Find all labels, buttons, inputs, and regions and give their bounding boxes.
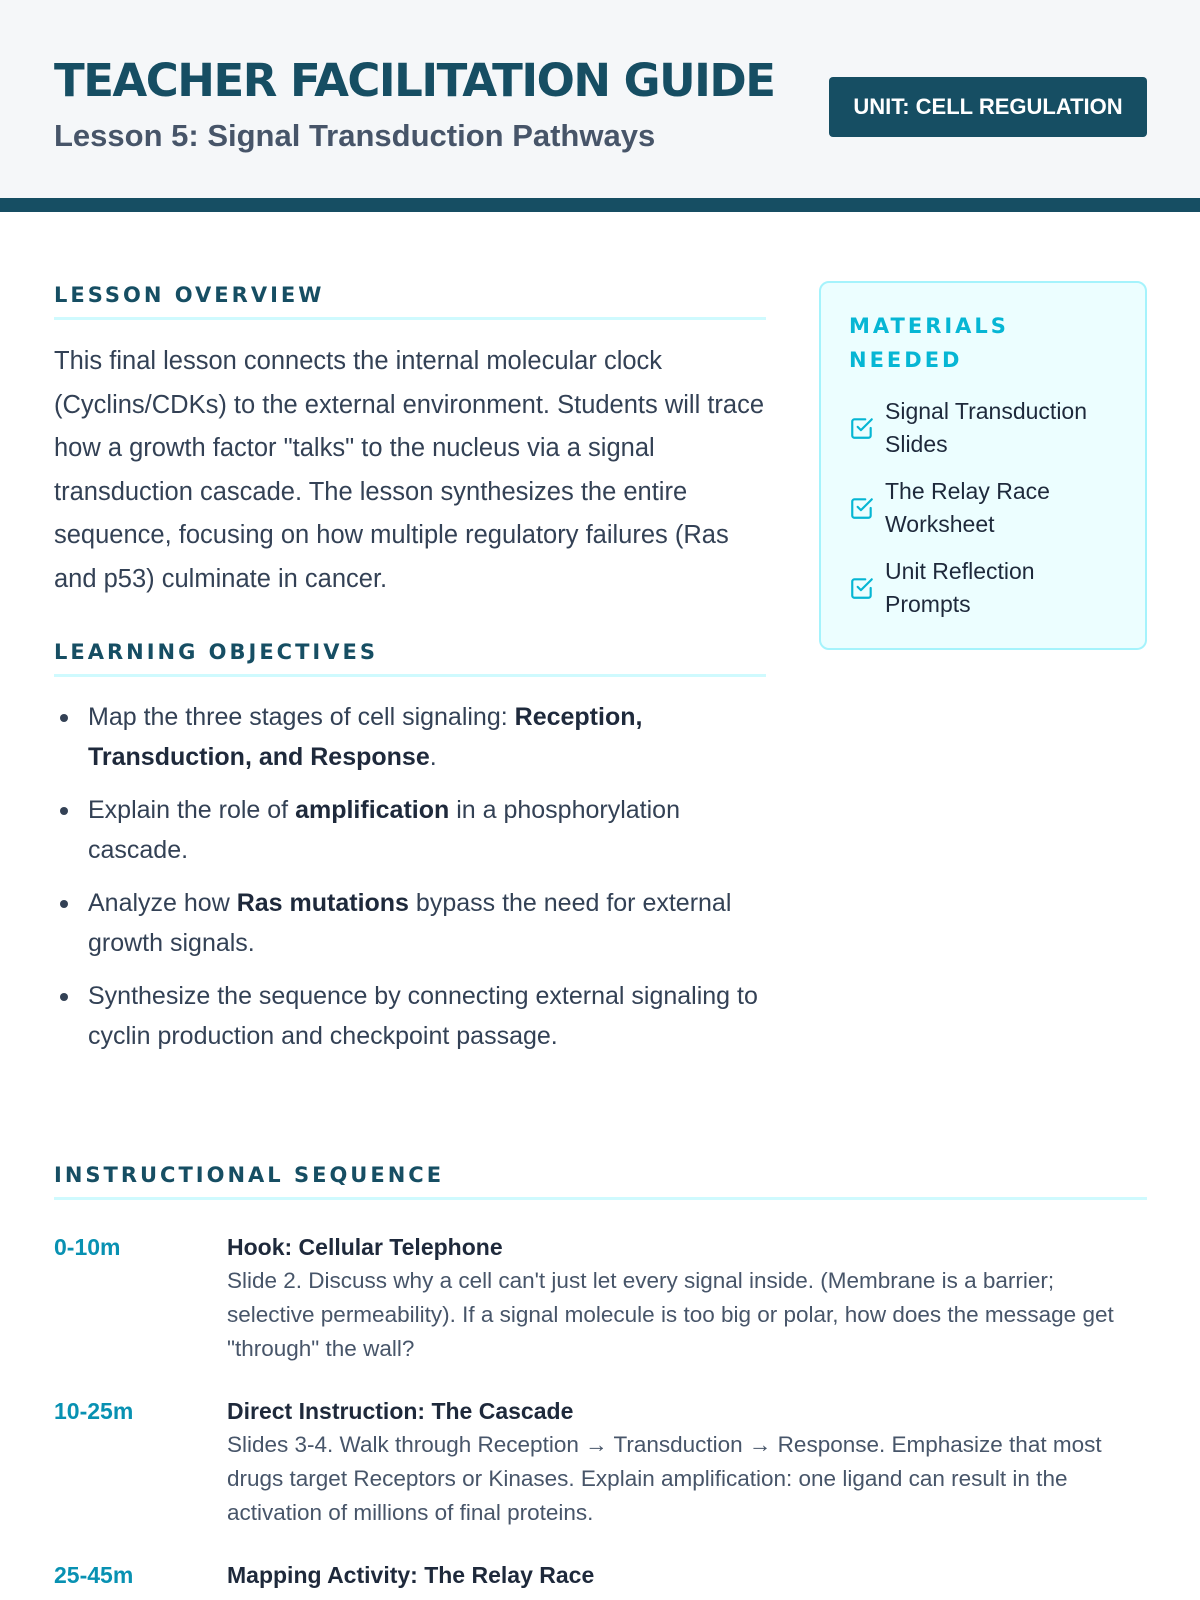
- unit-badge: UNIT: CELL REGULATION: [829, 77, 1147, 137]
- sequence-time: 0-10m: [54, 1234, 121, 1260]
- objective-item: Analyze how Ras mutations bypass the need for external growth signals.: [54, 883, 766, 963]
- sequence-description: Slide 2. Discuss why a cell can't just let every signal inside. (Membrane is a barrier; selective permeability). If a signal molecule is too big or polar, how does the message get "through" the wall?: [227, 1268, 1114, 1361]
- sequence-time: 25-45m: [54, 1562, 134, 1588]
- page-title: TEACHER FACILITATION GUIDE: [54, 54, 775, 107]
- objective-item: Map the three stages of cell signaling: Reception, Transduction, and Response.: [54, 697, 766, 777]
- material-label: Signal Transduction Slides: [885, 398, 1088, 457]
- objective-item: Explain the role of amplification in a phosphorylation cascade.: [54, 790, 766, 870]
- lesson-overview-heading: LESSON OVERVIEW: [54, 283, 766, 320]
- learning-objectives-section: [54, 640, 766, 1069]
- materials-panel: [819, 281, 1147, 650]
- materials-heading: MATERIALS NEEDED: [849, 314, 1009, 372]
- objective-item: Synthesize the sequence by connecting external signaling to cyclin production and checkpoint passage.: [54, 976, 766, 1056]
- sequence-title: Direct Instruction: The Cascade: [227, 1398, 574, 1424]
- materials-list: [849, 395, 1119, 621]
- sequence-description: Slides 3-4. Walk through Reception → Transduction → Response. Emphasize that most drugs target Receptors or Kinases. Explain amplification: one ligand can result in the activation of millions of final proteins.: [227, 1432, 1102, 1525]
- sequence-title: Mapping Activity: The Relay Race: [227, 1562, 595, 1588]
- instructional-sequence-heading: INSTRUCTIONAL SEQUENCE: [54, 1163, 1147, 1200]
- lesson-overview-section: [54, 283, 766, 601]
- sequence-item: [54, 1558, 1147, 1592]
- objectives-list: [54, 697, 766, 1056]
- checkbox-checked-icon: [849, 495, 875, 521]
- sequence-item: [54, 1230, 1147, 1366]
- checkbox-checked-icon: [849, 415, 875, 441]
- instructional-sequence-section: [54, 1163, 1147, 1592]
- learning-objectives-heading: LEARNING OBJECTIVES: [54, 640, 766, 677]
- page-header: [0, 0, 1200, 212]
- material-item: [849, 555, 1119, 621]
- sequence-title: Hook: Cellular Telephone: [227, 1234, 503, 1260]
- material-label: The Relay Race Worksheet: [885, 478, 1050, 537]
- lesson-subtitle: Lesson 5: Signal Transduction Pathways: [54, 118, 656, 153]
- sequence-item: [54, 1394, 1147, 1530]
- material-label: Unit Reflection Prompts: [885, 558, 1035, 617]
- lesson-overview-text: This final lesson connects the internal molecular clock (Cyclins/CDKs) to the external environment. Students will trace how a growth factor "talks" to the nucleus via a signal transduction cascade. The lesson synthesizes the entire sequence, focusing on how multiple regulatory failures (Ras and p53) culminate in cancer.: [54, 347, 765, 593]
- checkbox-checked-icon: [849, 575, 875, 601]
- material-item: [849, 475, 1119, 541]
- sequence-time: 10-25m: [54, 1398, 134, 1424]
- material-item: [849, 395, 1119, 461]
